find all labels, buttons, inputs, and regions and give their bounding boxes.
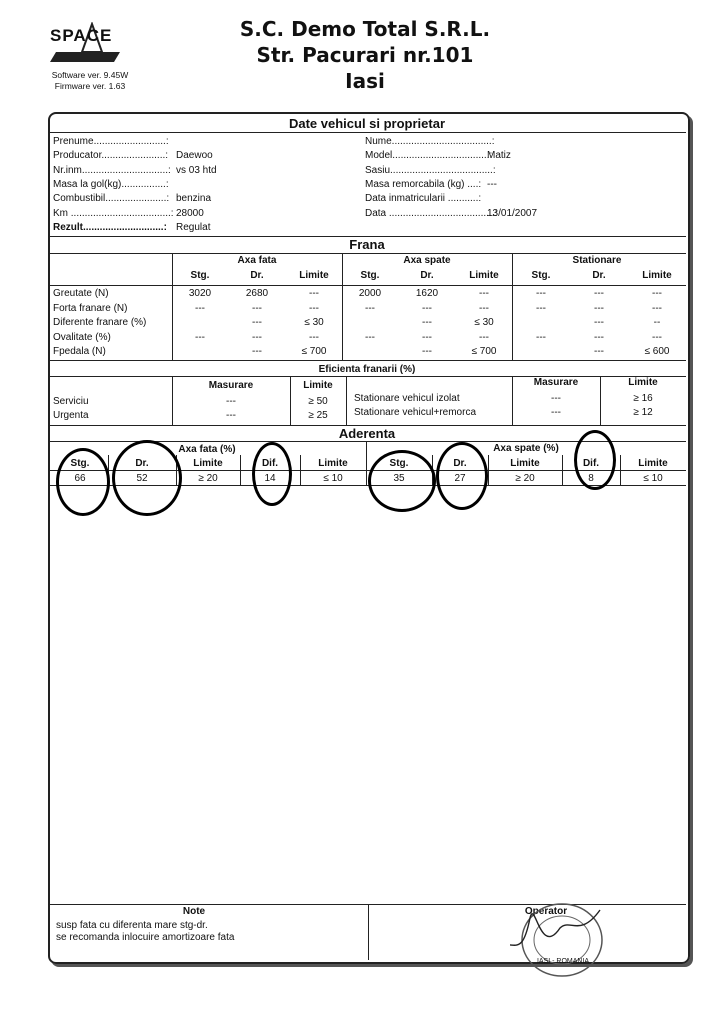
eficienta-value: ---	[226, 396, 236, 407]
frana-cell: ---	[594, 317, 604, 329]
eficienta-title: Eficienta franarii (%)	[318, 364, 416, 375]
field-label: Producator.......................:	[53, 150, 169, 162]
eficienta-header: Limite	[303, 380, 333, 391]
handdrawn-circle	[252, 442, 292, 506]
field-value: vs 03 htd	[176, 164, 217, 176]
frana-cell: ---	[422, 302, 432, 314]
frana-row-label: Forta franare (N)	[53, 302, 128, 314]
grid-line	[346, 376, 347, 425]
frana-cell: ---	[594, 346, 604, 358]
aderenta-header: Limite	[318, 458, 348, 469]
note-line: se recomanda inlocuire amortizoare fata	[56, 932, 235, 943]
version-info	[46, 70, 134, 92]
aderenta-section-title: Aderenta	[338, 426, 396, 441]
vehicle-section-title: Date vehicul si proprietar	[288, 116, 446, 131]
field-value: Matiz	[487, 150, 511, 162]
grid-line	[48, 285, 686, 286]
divider	[48, 253, 686, 254]
frana-cell: ≤ 30	[474, 317, 494, 329]
aderenta-header: Dif.	[261, 458, 279, 469]
aderenta-value: 14	[264, 473, 276, 484]
frana-cell: ---	[195, 302, 205, 314]
company-name: S.C. Demo Total S.R.L.	[239, 17, 491, 41]
field-value: Regulat	[176, 221, 211, 233]
frana-cell: ---	[422, 331, 432, 343]
frana-row-label: Fpedala (N)	[53, 346, 106, 358]
aderenta-header: Limite	[193, 458, 223, 469]
handdrawn-circle	[112, 440, 182, 516]
field-label: Combustibil......................:	[53, 193, 170, 205]
frana-cell: ---	[252, 346, 262, 358]
frana-subheader: Limite	[299, 270, 329, 281]
handdrawn-circle	[56, 448, 110, 516]
frana-group-header: Axa fata	[237, 255, 277, 266]
firmware-version: Firmware ver. 1.63	[54, 81, 126, 91]
frana-cell: ---	[422, 346, 432, 358]
divider	[48, 360, 686, 361]
frana-cell: ---	[479, 288, 489, 299]
eficienta-row-label: Urgenta	[53, 410, 89, 421]
eficienta-header: Masurare	[208, 380, 254, 391]
company-street: Str. Pacurari nr.101	[256, 43, 474, 67]
aderenta-header: Limite	[638, 458, 668, 469]
field-value: ---	[487, 178, 497, 190]
frana-subheader: Limite	[642, 270, 672, 281]
frana-cell: ---	[652, 288, 662, 299]
aderenta-value: 66	[74, 473, 86, 484]
frana-cell: ≤ 700	[301, 346, 327, 358]
field-value: 28000	[176, 207, 204, 219]
frana-cell: ---	[536, 288, 546, 299]
aderenta-value: 52	[136, 473, 148, 484]
frana-cell: ---	[252, 302, 262, 314]
eficienta-limit: ≥ 16	[633, 393, 653, 404]
company-city: Iasi	[345, 69, 385, 93]
note-line: susp fata cu diferenta mare stg-dr.	[56, 920, 208, 931]
aderenta-value: 35	[393, 473, 405, 484]
stamp-text: IASI - ROMANIA	[536, 958, 590, 965]
aderenta-value: 8	[588, 473, 594, 484]
frana-cell: ---	[652, 331, 662, 343]
eficienta-limit: ≥ 12	[633, 407, 653, 418]
frana-subheader: Dr.	[592, 270, 606, 281]
handdrawn-circle	[574, 430, 616, 490]
eficienta-row-label: Stationare vehicul+remorca	[354, 407, 477, 418]
frana-cell: ---	[252, 317, 262, 329]
field-value: 13/01/2007	[487, 207, 538, 219]
handdrawn-circle	[368, 450, 436, 512]
frana-cell: ---	[309, 288, 319, 299]
aderenta-header: Stg.	[389, 458, 409, 469]
aderenta-group-header: Axa fata (%)	[178, 444, 236, 455]
field-label: Sasiu.....................................:	[365, 164, 496, 176]
frana-cell: ---	[536, 331, 546, 343]
frana-cell: ---	[594, 288, 604, 299]
frana-subheader: Limite	[469, 270, 499, 281]
frana-subheader: Stg.	[531, 270, 551, 281]
aderenta-value: ≥ 20	[198, 473, 218, 484]
frana-subheader: Stg.	[190, 270, 210, 281]
frana-cell: ≤ 30	[304, 317, 324, 329]
field-label: Model...................................:	[365, 150, 493, 162]
company-header	[200, 16, 530, 94]
note-title: Note	[182, 906, 206, 917]
eficienta-row-label: Stationare vehicul izolat	[354, 393, 460, 404]
frana-cell: 2000	[358, 288, 382, 299]
aderenta-group-header: Axa spate (%)	[493, 443, 559, 454]
eficienta-row-label: Serviciu	[53, 396, 89, 407]
field-value: benzina	[176, 193, 212, 205]
frana-subheader: Stg.	[360, 270, 380, 281]
operator-label: Operator	[524, 906, 568, 917]
frana-subheader: Dr.	[250, 270, 264, 281]
aderenta-header: Dr.	[135, 458, 149, 469]
company-logo	[42, 22, 132, 66]
frana-row-label: Ovalitate (%)	[53, 331, 111, 343]
frana-cell: ---	[594, 302, 604, 314]
frana-group-header: Stationare	[572, 255, 622, 266]
eficienta-limit: ≥ 25	[308, 410, 328, 421]
frana-cell: ---	[195, 331, 205, 343]
field-label: Data inmatricularii ...........:	[365, 193, 482, 205]
aderenta-value: 27	[454, 473, 466, 484]
eficienta-value: ---	[551, 407, 561, 418]
eficienta-value: ---	[551, 393, 561, 404]
eficienta-limit: ≥ 50	[308, 396, 328, 407]
frana-cell: ---	[422, 317, 432, 329]
frana-cell: --	[653, 317, 661, 329]
divider	[368, 904, 369, 960]
frana-cell: 1620	[415, 288, 439, 299]
eficienta-header: Limite	[628, 377, 658, 388]
frana-cell: ---	[365, 331, 375, 343]
stamp-signature	[510, 898, 606, 978]
aderenta-header: Dif.	[582, 458, 600, 469]
frana-cell: 2680	[245, 288, 269, 299]
frana-cell: ---	[594, 331, 604, 343]
frana-group-header: Axa spate	[403, 255, 451, 266]
aderenta-header: Dr.	[453, 458, 467, 469]
software-version: Software ver. 9.45W	[51, 70, 129, 80]
frana-cell: ≤ 700	[471, 346, 497, 358]
logo-text: SPACE	[50, 26, 113, 45]
field-label: Nr.inm...............................:	[53, 164, 171, 176]
frana-subheader: Dr.	[420, 270, 434, 281]
field-label: Data ......................................:	[365, 207, 498, 219]
aderenta-value: ≤ 10	[643, 473, 663, 484]
field-label: Masa la gol(kg)................:	[53, 178, 169, 190]
aderenta-value: ≤ 10	[323, 473, 343, 484]
eficienta-value: ---	[226, 410, 236, 421]
frana-cell: ---	[652, 302, 662, 314]
frana-cell: ---	[309, 302, 319, 314]
aderenta-value: ≥ 20	[515, 473, 535, 484]
handdrawn-circle	[436, 442, 488, 510]
field-label: Prenume..........................:	[53, 136, 169, 147]
field-label: Nume....................................:	[365, 136, 495, 147]
frana-cell: ≤ 600	[644, 346, 670, 358]
frana-cell: ---	[309, 331, 319, 343]
frana-row-label: Greutate (N)	[53, 288, 109, 299]
frana-row-label: Diferente franare (%)	[53, 317, 147, 329]
frana-section-title: Frana	[349, 237, 385, 252]
field-label: Masa remorcabila (kg) ....:	[365, 178, 482, 190]
frana-cell: ---	[536, 302, 546, 314]
frana-cell: ---	[479, 331, 489, 343]
aderenta-header: Limite	[510, 458, 540, 469]
eficienta-header: Masurare	[533, 377, 579, 388]
frana-cell: ---	[365, 302, 375, 314]
aderenta-header: Stg.	[70, 458, 90, 469]
frana-cell: ---	[252, 331, 262, 343]
frana-cell: ---	[479, 302, 489, 314]
divider	[48, 132, 686, 133]
field-label: Km ....................................:	[53, 207, 174, 219]
field-label: Rezult.............................:	[53, 221, 167, 233]
field-value: Daewoo	[176, 150, 213, 162]
frana-cell: 3020	[188, 288, 212, 299]
